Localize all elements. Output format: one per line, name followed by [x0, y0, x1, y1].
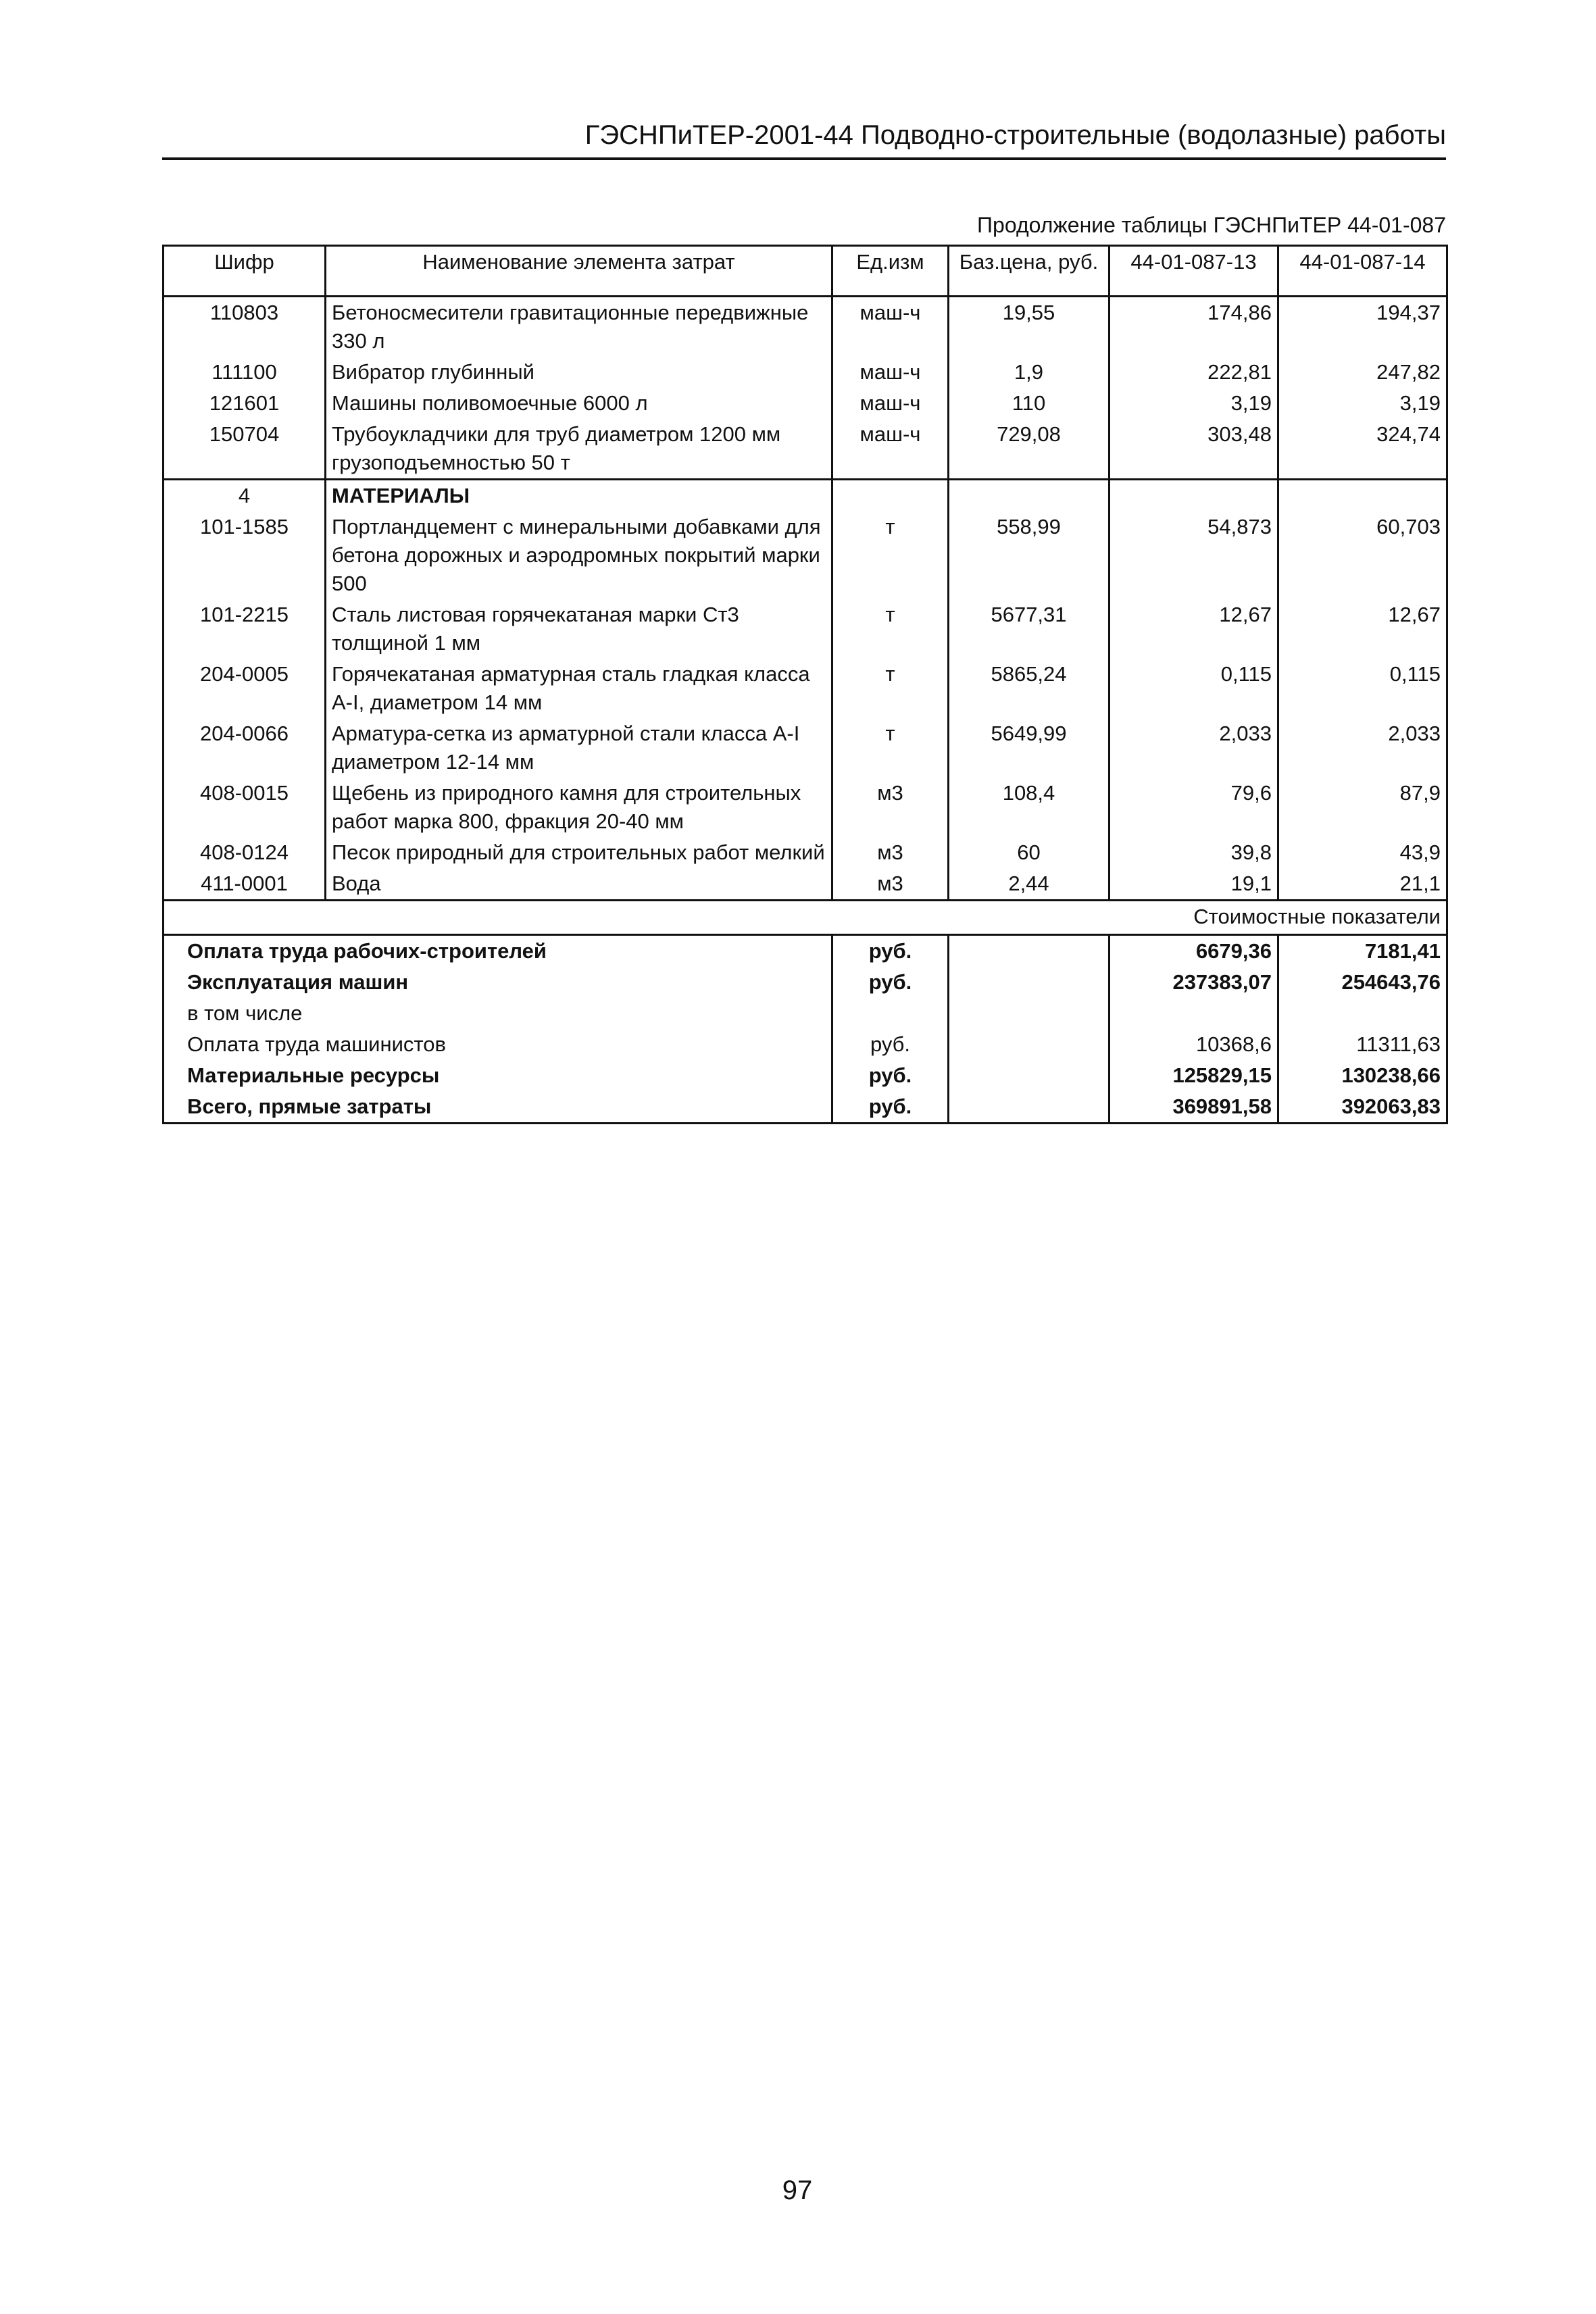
table-caption: Продолжение таблицы ГЭСНПиТЕР 44-01-087 [977, 213, 1446, 237]
summary-row [164, 998, 1447, 1029]
table-row [164, 419, 1447, 480]
summary-unit: руб. [832, 967, 949, 998]
table-row [164, 357, 1447, 388]
cell-name: Горячекатаная арматурная сталь гладкая класса А-I, диаметром 14 мм [326, 659, 832, 718]
cell-v14: 43,9 [1278, 837, 1447, 868]
cell-code: 408-0124 [164, 837, 326, 868]
summary-v14: 11311,63 [1278, 1029, 1447, 1060]
cell-v13: 12,67 [1109, 599, 1278, 659]
section-code: 4 [164, 480, 326, 512]
summary-v14: 254643,76 [1278, 967, 1447, 998]
cell-code: 408-0015 [164, 778, 326, 837]
cell-unit: т [832, 511, 949, 599]
table-row [164, 868, 1447, 901]
cell-v13: 39,8 [1109, 837, 1278, 868]
cell-v14: 87,9 [1278, 778, 1447, 837]
column-header-unit: Ед.изм [832, 246, 949, 297]
cell-base-price: 110 [949, 388, 1109, 419]
summary-unit [832, 998, 949, 1029]
cell-base-price: 729,08 [949, 419, 1109, 480]
cell-base-price: 5865,24 [949, 659, 1109, 718]
page-number: 97 [782, 2175, 813, 2205]
summary-row [164, 1029, 1447, 1060]
cell-unit: т [832, 718, 949, 778]
column-header-v13: 44-01-087-13 [1109, 246, 1278, 297]
cell-v13: 303,48 [1109, 419, 1278, 480]
summary-v14: 392063,83 [1278, 1091, 1447, 1124]
cell-unit: маш-ч [832, 419, 949, 480]
table-row [164, 778, 1447, 837]
summary-label: Всего, прямые затраты [164, 1091, 832, 1124]
cell-name: Вода [326, 868, 832, 901]
cell-base-price: 1,9 [949, 357, 1109, 388]
summary-v13: 369891,58 [1109, 1091, 1278, 1124]
cell-unit: м3 [832, 778, 949, 837]
cell-unit: маш-ч [832, 297, 949, 357]
summary-label: в том числе [164, 998, 832, 1029]
cost-indicators-label: Стоимостные показатели [164, 901, 1447, 935]
table-row [164, 718, 1447, 778]
cell-v14: 2,033 [1278, 718, 1447, 778]
summary-row [164, 935, 1447, 967]
table-row [164, 599, 1447, 659]
summary-v14: 130238,66 [1278, 1060, 1447, 1091]
cell-base-price: 5677,31 [949, 599, 1109, 659]
summary-label: Оплата труда рабочих-строителей [164, 935, 832, 967]
summary-unit: руб. [832, 1029, 949, 1060]
summary-v13: 125829,15 [1109, 1060, 1278, 1091]
cell-name: Арматура-сетка из арматурной стали класса А-I диаметром 12-14 мм [326, 718, 832, 778]
summary-unit: руб. [832, 935, 949, 967]
summary-row [164, 1091, 1447, 1124]
cell-code: 150704 [164, 419, 326, 480]
column-header-code: Шифр [164, 246, 326, 297]
header-rule [162, 157, 1446, 160]
cell-v14: 21,1 [1278, 868, 1447, 901]
cell-v14: 3,19 [1278, 388, 1447, 419]
cell-name: Портландцемент с минеральными добавками для бетона дорожных и аэродромных покрытий марки 500 [326, 511, 832, 599]
cell-base-price: 60 [949, 837, 1109, 868]
cell-v14: 247,82 [1278, 357, 1447, 388]
table-row [164, 511, 1447, 599]
summary-v13: 6679,36 [1109, 935, 1278, 967]
summary-unit: руб. [832, 1060, 949, 1091]
cell-v14: 60,703 [1278, 511, 1447, 599]
summary-v13: 10368,6 [1109, 1029, 1278, 1060]
cost-indicators-row [164, 901, 1447, 935]
cell-v13: 54,873 [1109, 511, 1278, 599]
table-row [164, 659, 1447, 718]
table-row [164, 837, 1447, 868]
summary-v14 [1278, 998, 1447, 1029]
document-title: ГЭСНПиТЕР-2001-44 Подводно-строительные (водолазные) работы [584, 120, 1446, 150]
summary-v13: 237383,07 [1109, 967, 1278, 998]
cell-name: Щебень из природного камня для строительных работ марка 800, фракция 20-40 мм [326, 778, 832, 837]
cell-name: Сталь листовая горячекатаная марки Ст3 толщиной 1 мм [326, 599, 832, 659]
cell-base-price: 19,55 [949, 297, 1109, 357]
cell-code: 101-2215 [164, 599, 326, 659]
cell-unit: м3 [832, 837, 949, 868]
cell-name: Бетоносмесители гравитационные передвижные 330 л [326, 297, 832, 357]
cell-base-price: 108,4 [949, 778, 1109, 837]
cell-code: 101-1585 [164, 511, 326, 599]
cell-unit: т [832, 599, 949, 659]
cell-unit: т [832, 659, 949, 718]
cell-unit: м3 [832, 868, 949, 901]
summary-label: Материальные ресурсы [164, 1060, 832, 1091]
cell-name: Вибратор глубинный [326, 357, 832, 388]
cell-v13: 3,19 [1109, 388, 1278, 419]
cell-code: 411-0001 [164, 868, 326, 901]
column-header-base-price: Баз.цена, руб. [949, 246, 1109, 297]
cell-name: Машины поливомоечные 6000 л [326, 388, 832, 419]
cell-v13: 0,115 [1109, 659, 1278, 718]
cell-unit: маш-ч [832, 388, 949, 419]
cell-v14: 324,74 [1278, 419, 1447, 480]
summary-v13 [1109, 998, 1278, 1029]
cell-v13: 19,1 [1109, 868, 1278, 901]
cell-base-price: 5649,99 [949, 718, 1109, 778]
cell-v13: 79,6 [1109, 778, 1278, 837]
summary-unit: руб. [832, 1091, 949, 1124]
cell-code: 204-0066 [164, 718, 326, 778]
cell-code: 110803 [164, 297, 326, 357]
cell-v13: 2,033 [1109, 718, 1278, 778]
cell-code: 121601 [164, 388, 326, 419]
cell-base-price: 2,44 [949, 868, 1109, 901]
summary-label: Эксплуатация машин [164, 967, 832, 998]
cell-unit: маш-ч [832, 357, 949, 388]
cell-v13: 222,81 [1109, 357, 1278, 388]
table-row [164, 297, 1447, 357]
cell-code: 111100 [164, 357, 326, 388]
table-row [164, 388, 1447, 419]
cell-v14: 0,115 [1278, 659, 1447, 718]
cell-name: Трубоукладчики для труб диаметром 1200 мм грузоподъемностью 50 т [326, 419, 832, 480]
cost-table [162, 245, 1448, 1124]
summary-row [164, 967, 1447, 998]
summary-v14: 7181,41 [1278, 935, 1447, 967]
materials-section-row [164, 480, 1447, 512]
cell-v14: 12,67 [1278, 599, 1447, 659]
cell-name: Песок природный для строительных работ мелкий [326, 837, 832, 868]
cell-base-price: 558,99 [949, 511, 1109, 599]
column-header-name: Наименование элемента затрат [326, 246, 832, 297]
table-header-row [164, 246, 1447, 297]
cell-code: 204-0005 [164, 659, 326, 718]
summary-label: Оплата труда машинистов [164, 1029, 832, 1060]
cell-v14: 194,37 [1278, 297, 1447, 357]
section-title: МАТЕРИАЛЫ [326, 480, 832, 512]
column-header-v14: 44-01-087-14 [1278, 246, 1447, 297]
cell-v13: 174,86 [1109, 297, 1278, 357]
summary-row [164, 1060, 1447, 1091]
